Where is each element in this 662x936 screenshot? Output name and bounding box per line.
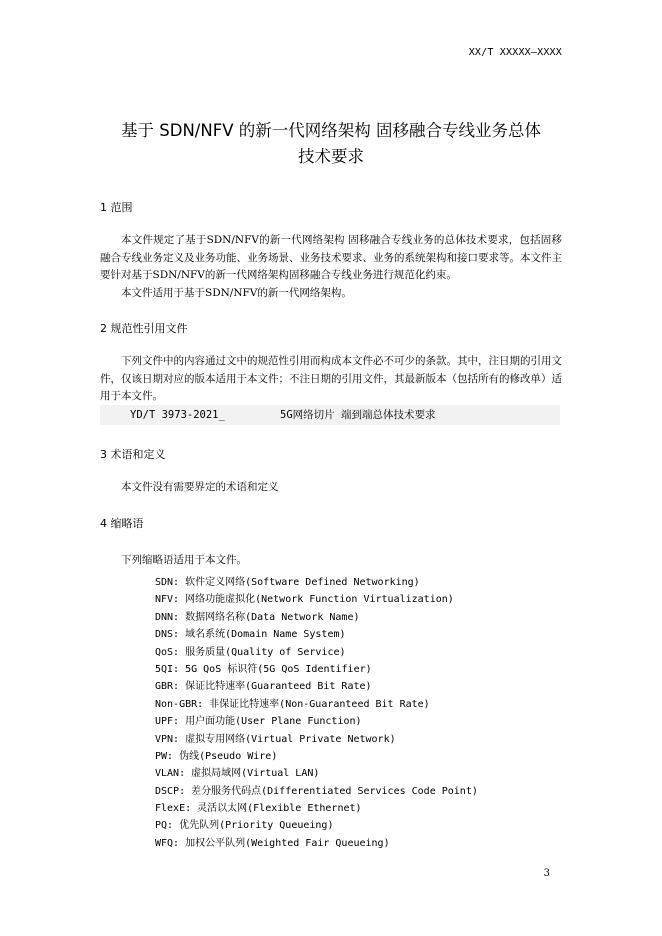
list-item: PQ: 优先队列(Priority Queueing) — [155, 820, 334, 832]
list-item: 5QI: 5G QoS 标识符(5G QoS Identifier) — [155, 663, 372, 675]
list-item: QoS: 服务质量(Quality of Service) — [155, 646, 346, 658]
scope-paragraph-1: 本文件规定了基于SDN/NFV的新一代网络架构 固移融合专线业务的总体技术要求，包括固移融合专线业务定义及业务功能、业务场景、业务技术要求、业务的系统架构和接口要求等。本文件主要针对基于SDN/NFV的新一代网络架构固移融合专线业务进行规范化约束。 — [100, 234, 562, 281]
title-line-2: 技术要求 — [298, 147, 364, 166]
title-line-1: 基于 SDN/NFV 的新一代网络架构 固移融合专线业务总体 — [121, 121, 541, 140]
document-title — [60, 118, 602, 170]
list-item: PW: 伪线(Pseudo Wire) — [155, 750, 278, 762]
list-item: FlexE: 灵活以太网(Flexible Ethernet) — [155, 803, 362, 815]
section-heading-terms: 3 术语和定义 — [100, 448, 166, 461]
section-heading-abbreviations: 4 缩略语 — [100, 517, 144, 530]
list-item: DNS: 域名系统(Domain Name System) — [155, 629, 346, 641]
reference-entry — [100, 405, 560, 425]
reference-code: YD/T 3973-2021_ — [130, 409, 225, 421]
list-item: GBR: 保证比特速率(Guaranteed Bit Rate) — [155, 681, 372, 693]
list-item: DNN: 数据网络名称(Data Network Name) — [155, 611, 360, 623]
list-item: Non-GBR: 非保证比特速率(Non-Guaranteed Bit Rate) — [155, 698, 430, 710]
page-number: 3 — [543, 868, 550, 879]
abbreviations-intro: 下列缩略语适用于本文件。 — [121, 554, 247, 566]
list-item: NFV: 网络功能虚拟化(Network Function Virtualization) — [155, 594, 454, 606]
section-heading-scope: 1 范围 — [100, 201, 133, 214]
terms-paragraph: 本文件没有需要界定的术语和定义 — [121, 481, 279, 493]
scope-paragraph-2: 本文件适用于基于SDN/NFV的新一代网络架构。 — [121, 286, 352, 299]
reference-title: 5G网络切片 端到端总体技术要求 — [280, 409, 436, 421]
list-item: DSCP: 差分服务代码点(Differentiated Services Code Point) — [155, 785, 478, 797]
abbreviation-list — [155, 574, 478, 852]
list-item: SDN: 软件定义网络(Software Defined Networking) — [155, 577, 420, 588]
list-item: UPF: 用户面功能(User Plane Function) — [155, 716, 362, 728]
scope-paragraphs — [100, 232, 562, 302]
normative-paragraph: 下列文件中的内容通过文中的规范性引用而构成本文件必不可少的条款。其中，注日期的引用文件，仅该日期对应的版本适用于本文件；不注日期的引用文件，其最新版本（包括所有的修改单）适用于本文件。 — [100, 355, 562, 402]
list-item: WFQ: 加权公平队列(Weighted Fair Queueing) — [155, 837, 390, 849]
document-code: XX/T XXXXX—XXXX — [468, 47, 562, 58]
list-item: VLAN: 虚拟局域网(Virtual LAN) — [155, 768, 320, 780]
section-heading-normative-references: 2 规范性引用文件 — [100, 322, 188, 335]
list-item: VPN: 虚拟专用网络(Virtual Private Network) — [155, 733, 396, 745]
